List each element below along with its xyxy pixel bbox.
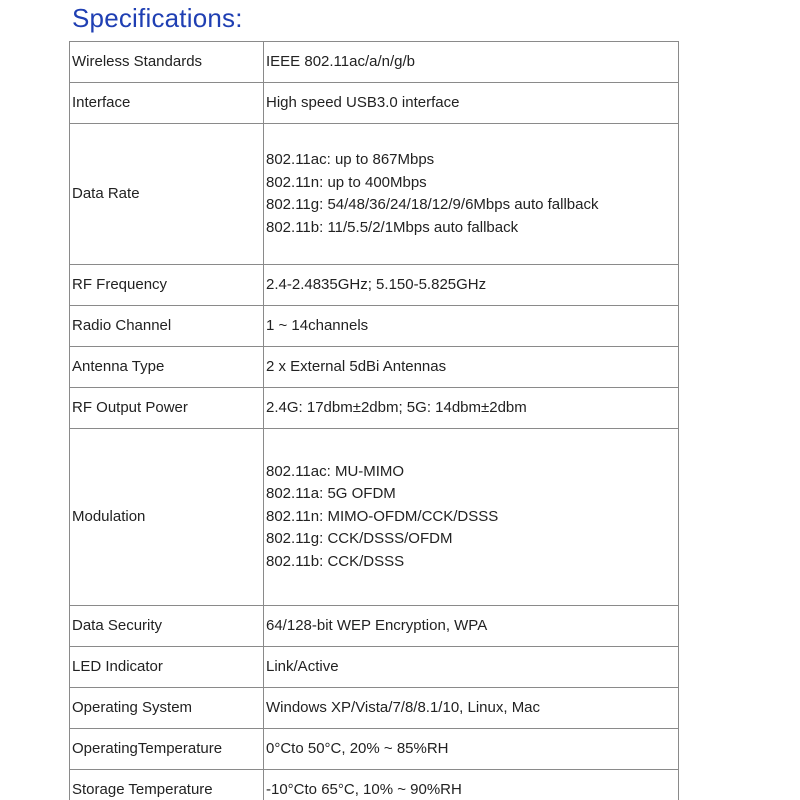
spec-label: RF Output Power [70, 388, 264, 429]
spec-label: Data Rate [70, 124, 264, 265]
spec-label: Modulation [70, 429, 264, 606]
spec-value [264, 83, 679, 124]
spec-label: Storage Temperature [70, 770, 264, 800]
spec-value-line: 802.11g: 54/48/36/24/18/12/9/6Mbps auto fallback [266, 196, 599, 213]
spec-label: OperatingTemperature [70, 729, 264, 770]
spec-row-modulation [70, 429, 679, 606]
spec-value-line: 802.11b: CCK/DSSS [266, 552, 405, 570]
spec-row-antenna-type [70, 347, 679, 388]
spec-row-rf-output-power [70, 388, 679, 429]
spec-value [264, 688, 679, 729]
spec-value-line: Windows XP/Vista/7/8/8.1/10, Linux, Mac [266, 698, 541, 716]
spec-row-led-indicator [70, 647, 679, 688]
spec-value-line: High speed USB3.0 interface [266, 93, 460, 111]
spec-value [264, 124, 679, 265]
spec-value-line: 2 x External 5dBi Antennas [266, 357, 447, 375]
spec-value [264, 388, 679, 429]
spec-value-line: 2.4-2.4835GHz; 5.150-5.825GHz [266, 275, 487, 293]
spec-label: Data Security [70, 606, 264, 647]
spec-label: Wireless Standards [70, 42, 264, 83]
spec-row-wireless-standards [70, 42, 679, 83]
page-title: Specifications: [72, 3, 243, 33]
spec-value-line: 64/128-bit WEP Encryption, WPA [266, 616, 488, 634]
specifications-table [69, 41, 679, 800]
spec-label: Interface [70, 83, 264, 124]
spec-value-line: Link/Active [266, 657, 339, 675]
spec-label: Antenna Type [70, 347, 264, 388]
spec-value-line: 802.11n: up to 400Mbps [266, 173, 427, 191]
spec-row-radio-channel [70, 306, 679, 347]
spec-label: Operating System [70, 688, 264, 729]
spec-value [264, 265, 679, 306]
spec-value-line: 802.11ac: MU-MIMO [266, 462, 405, 480]
spec-value-line: -10°Cto 65°C, 10% ~ 90%RH [266, 780, 462, 798]
spec-value-line: 802.11a: 5G OFDM [266, 485, 396, 503]
spec-value-line: 802.11ac: up to 867Mbps [266, 151, 435, 168]
spec-value [264, 42, 679, 83]
spec-value [264, 729, 679, 770]
spec-row-data-security [70, 606, 679, 647]
spec-value-line: 0°Cto 50°C, 20% ~ 85%RH [266, 739, 449, 757]
spec-row-data-rate [70, 124, 679, 265]
spec-value [264, 429, 679, 606]
spec-row-operating-temperature [70, 729, 679, 770]
spec-row-operating-system [70, 688, 679, 729]
spec-value [264, 347, 679, 388]
spec-value [264, 306, 679, 347]
spec-value-line: IEEE 802.11ac/a/n/g/b [266, 52, 415, 70]
spec-label: Radio Channel [70, 306, 264, 347]
spec-row-storage-temperature [70, 770, 679, 800]
spec-value [264, 606, 679, 647]
spec-value-line: 802.11n: MIMO-OFDM/CCK/DSSS [266, 507, 499, 525]
spec-label: LED Indicator [70, 647, 264, 688]
spec-row-rf-frequency [70, 265, 679, 306]
spec-label: RF Frequency [70, 265, 264, 306]
spec-value-line: 2.4G: 17dbm±2dbm; 5G: 14dbm±2dbm [266, 398, 527, 416]
spec-row-interface [70, 83, 679, 124]
spec-value-line: 802.11g: CCK/DSSS/OFDM [266, 530, 453, 548]
spec-value-line: 802.11b: 11/5.5/2/1Mbps auto fallback [266, 218, 519, 236]
spec-value [264, 647, 679, 688]
spec-value-line: 1 ~ 14channels [266, 316, 369, 334]
spec-value [264, 770, 679, 800]
